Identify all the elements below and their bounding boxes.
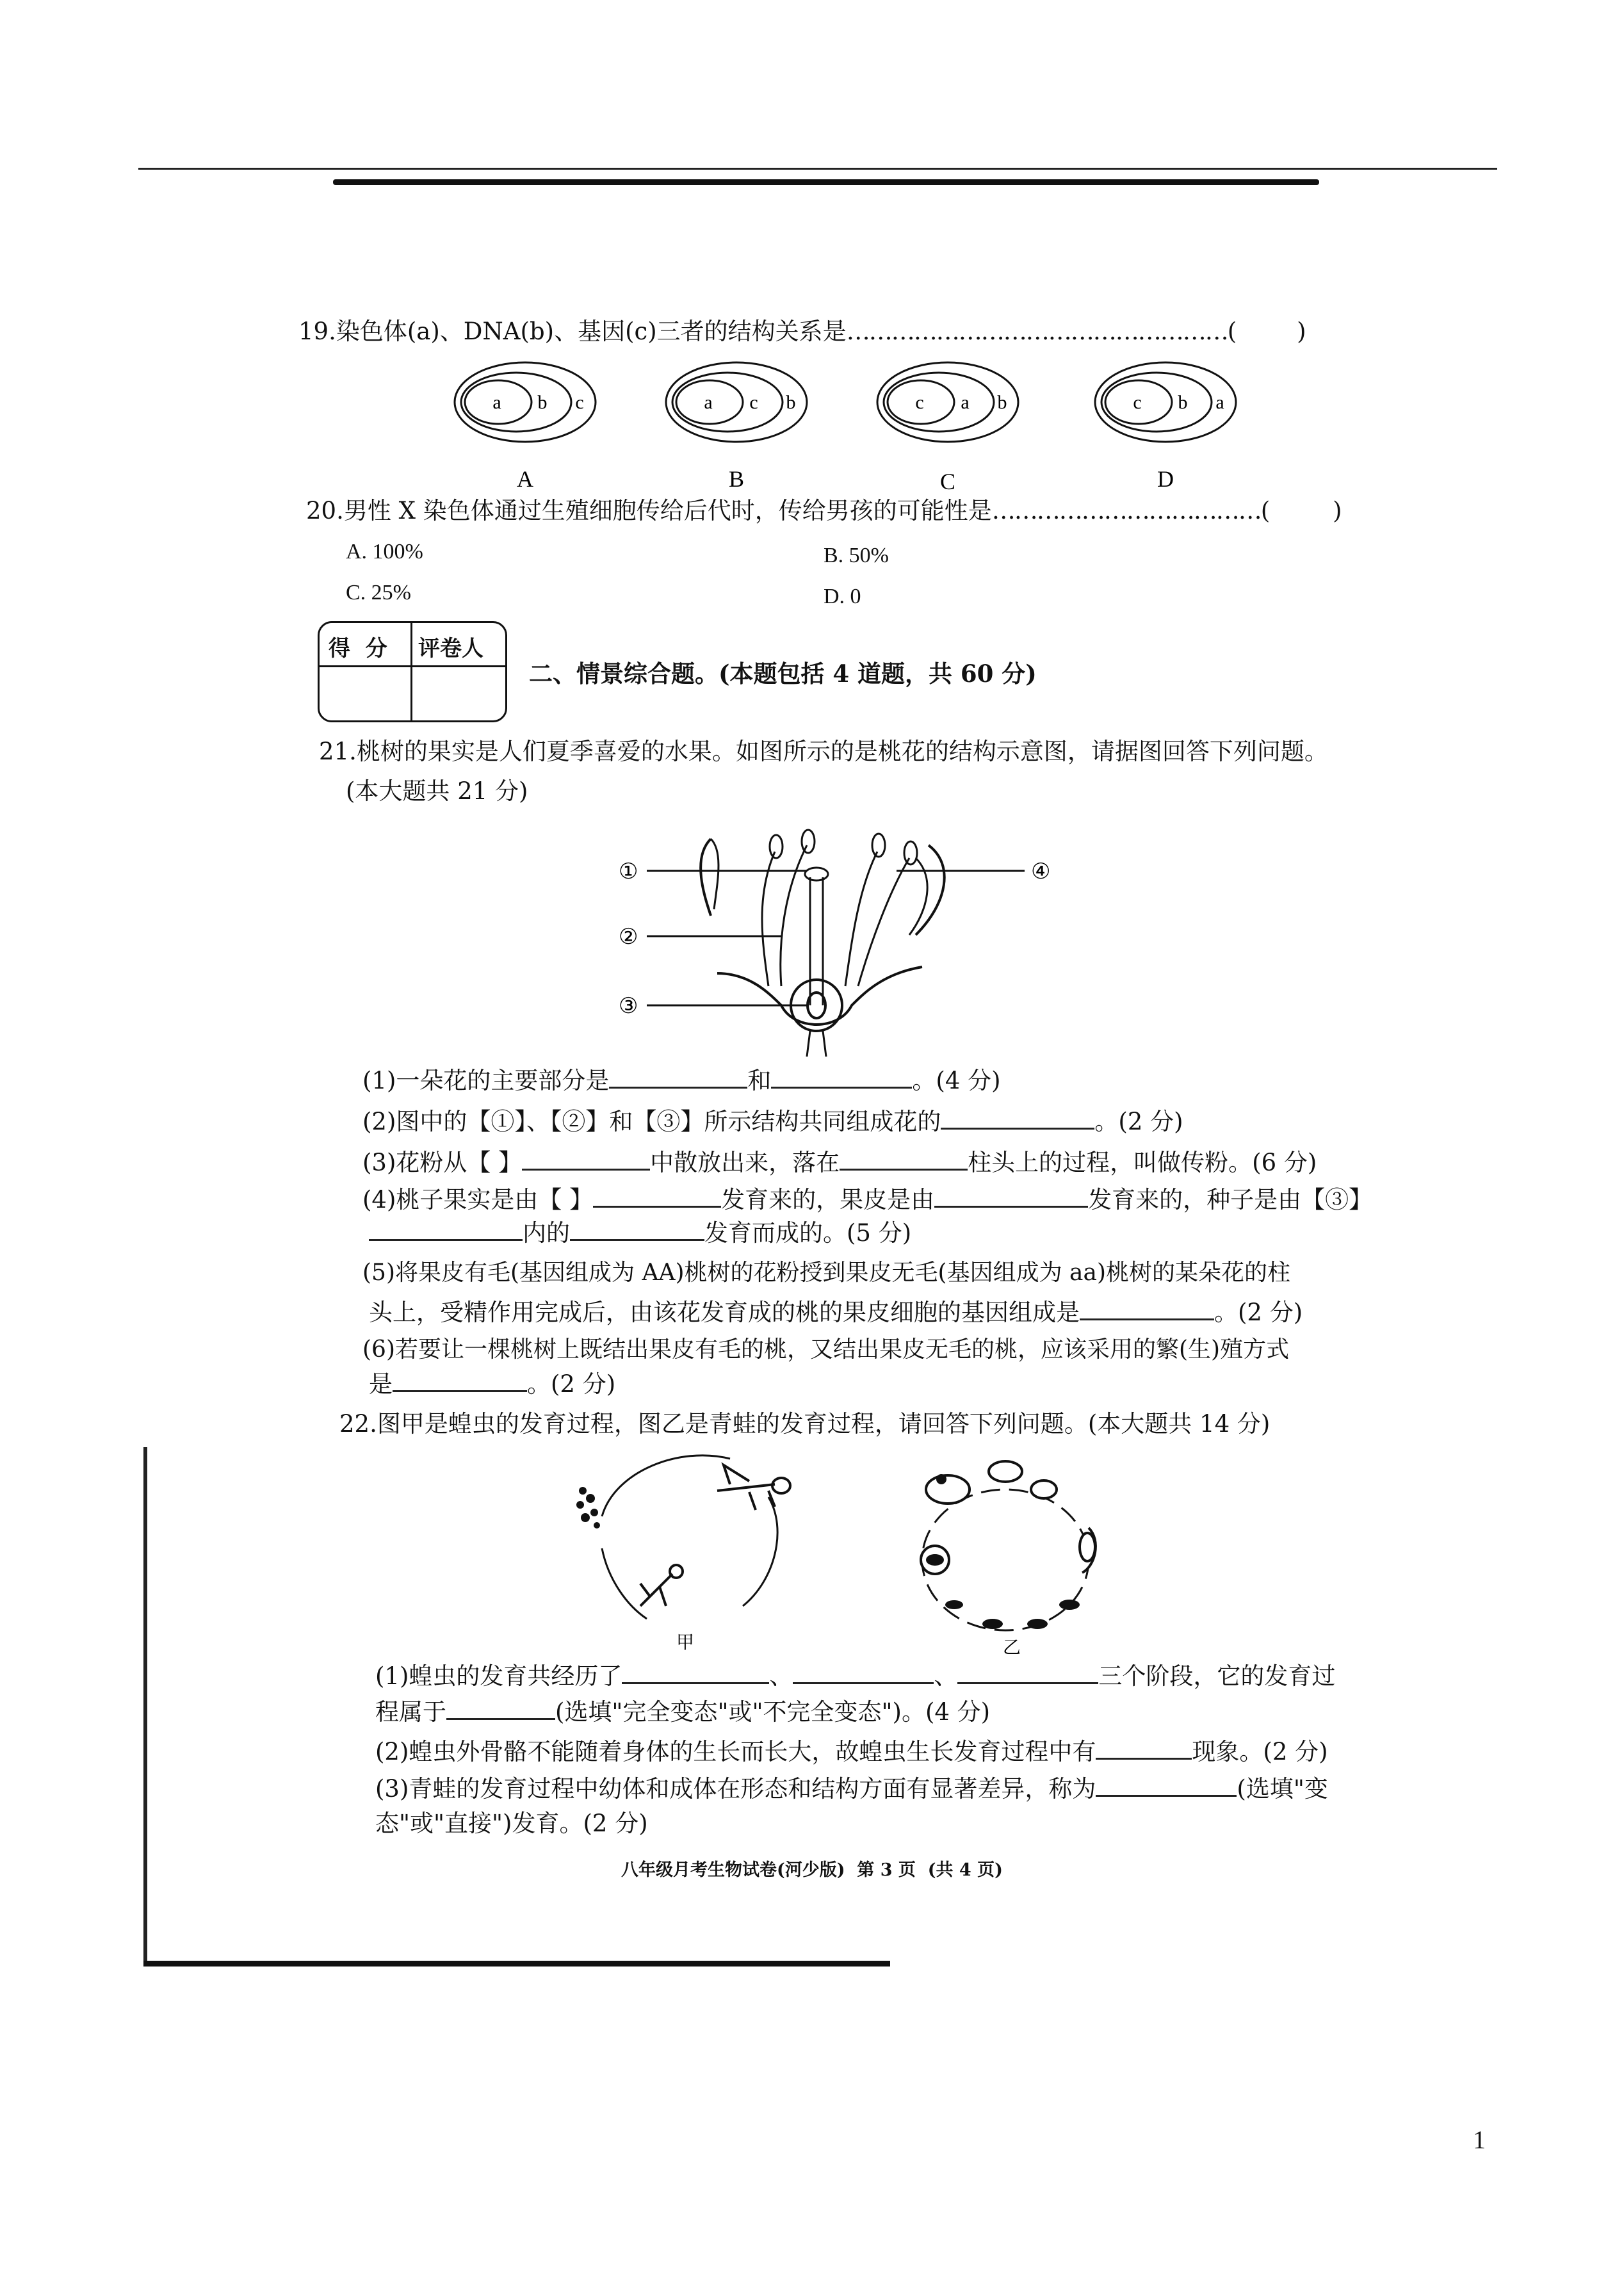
- bottom-thick-rule: [143, 1961, 890, 1967]
- q20-option-d: D. 0: [824, 585, 861, 608]
- frog-development-diagram: [909, 1451, 1121, 1656]
- q19-option-d-diagram: [1095, 362, 1236, 442]
- q22-sub1-line2: 程属于 (选填"完全变态"或"不完全变态")。(4 分): [375, 1698, 991, 1726]
- label-4: ④: [1031, 860, 1051, 884]
- blank-stage-2[interactable]: [793, 1663, 934, 1684]
- blank-main-part-1[interactable]: [609, 1067, 747, 1089]
- score-box-divider-v: [410, 623, 412, 720]
- option-d-mid: b: [1178, 392, 1188, 413]
- locust-development-diagram: [564, 1446, 820, 1657]
- q21-sub4: (4)桃子果实是由【 】 发育来的，果皮是由 发育来的，种子是由【③】: [362, 1186, 1373, 1213]
- page-number: 1: [1473, 2125, 1486, 2154]
- page-footer: 八年级月考生物试卷(河少版) 第 3 页 (共 4 页): [621, 1860, 1003, 1880]
- nymph-icon: [640, 1565, 683, 1606]
- label-3: ③: [619, 994, 638, 1018]
- q19-option-c-diagram: [877, 362, 1018, 442]
- top-rule: [138, 168, 1497, 170]
- q22-sub3-line2: 态"或"直接")发育。(2 分): [375, 1810, 648, 1837]
- q19-diagrams: [442, 359, 1274, 499]
- blank-propagation[interactable]: [393, 1371, 527, 1392]
- option-b-outer: b: [786, 392, 796, 413]
- blank-stage-1[interactable]: [622, 1663, 769, 1684]
- label-1: ①: [619, 860, 638, 884]
- q21-sub6-line2: 是 。(2 分): [369, 1370, 616, 1398]
- q21-stem-line2: (本大题共 21 分): [346, 777, 528, 805]
- blank-stage-3[interactable]: [957, 1663, 1098, 1684]
- option-c-inner: c: [915, 392, 924, 413]
- q21-sub6-line1: (6)若要让一棵桃树上既结出果皮有毛的桃，又结出果皮无毛的桃，应该采用的繁(生)殖方式: [362, 1336, 1290, 1363]
- q21-sub4-cont: 内的 发育而成的。(5 分): [369, 1219, 911, 1247]
- q21-sub5-line1: (5)将果皮有毛(基因组成为 AA)桃树的花粉授到果皮无毛(基因组成为 aa)桃树的某朵花的柱: [362, 1260, 1290, 1286]
- q21-sub3: (3)花粉从【 】 中散放出来，落在 柱头上的过程，叫做传粉。(6 分): [362, 1149, 1317, 1176]
- blank-seed-origin[interactable]: [570, 1220, 704, 1241]
- score-label: 得 分: [329, 636, 387, 661]
- q20-option-b: B. 50%: [824, 544, 889, 567]
- q20-stem: 20.男性 X 染色体通过生殖细胞传给后代时，传给男孩的可能性是………………………………( ): [306, 497, 1342, 524]
- q21-sub2: (2)图中的【①】、【②】和【③】所示结构共同组成花的 。(2 分): [362, 1108, 1183, 1135]
- score-box-divider-h: [320, 665, 505, 667]
- fig-label-yi: 乙: [1002, 1638, 1021, 1656]
- q19-option-d-label: D: [1157, 466, 1174, 492]
- option-d-outer: a: [1215, 392, 1224, 413]
- option-b-mid: c: [749, 392, 758, 413]
- egg-icon: [576, 1487, 600, 1529]
- blank-seed-location[interactable]: [369, 1220, 523, 1241]
- q19-stem: 19.染色体(a)、DNA(b)、基因(c)三者的结构关系是……………………………………………( ): [298, 318, 1306, 345]
- option-a-inner: a: [492, 392, 501, 413]
- blank-molting[interactable]: [1096, 1739, 1192, 1760]
- option-c-outer: b: [997, 392, 1007, 413]
- q19-option-a-diagram: [455, 362, 596, 442]
- q19-option-c-label: C: [939, 469, 956, 494]
- label-2: ②: [619, 925, 638, 949]
- fig-label-jia: 甲: [676, 1633, 695, 1653]
- blank-pollen-source[interactable]: [522, 1149, 650, 1171]
- frog-egg-icon: [921, 1546, 949, 1574]
- blank-fruit-origin[interactable]: [593, 1187, 721, 1208]
- q20-option-c: C. 25%: [346, 581, 411, 604]
- option-a-outer: c: [575, 392, 584, 413]
- bottom-left-border: [143, 1447, 147, 1966]
- grader-label: 评卷人: [418, 636, 483, 661]
- q22-sub3-line1: (3)青蛙的发育过程中幼体和成体在形态和结构方面有显著差异，称为 (选填"变: [375, 1775, 1328, 1803]
- blank-main-part-2[interactable]: [771, 1067, 912, 1089]
- section2-title: 二、情景综合题。(本题包括 4 道题，共 60 分): [529, 660, 1037, 688]
- q22-sub1-line1: (1)蝗虫的发育共经历了 、 、 三个阶段，它的发育过: [375, 1662, 1336, 1690]
- blank-peel-origin[interactable]: [934, 1187, 1088, 1208]
- q19-option-b-label: B: [728, 466, 745, 492]
- peach-flower-diagram: [615, 813, 1076, 1057]
- option-b-inner: a: [704, 392, 713, 413]
- q21-stem-line1: 21.桃树的果实是人们夏季喜爱的水果。如图所示的是桃花的结构示意图，请据图回答下列问题。: [319, 738, 1328, 765]
- q22-sub2: (2)蝗虫外骨骼不能随着身体的生长而长大，故蝗虫生长发育过程中有 现象。(2 分): [375, 1738, 1328, 1765]
- q19-option-b-diagram: [666, 362, 807, 442]
- froglet-icon: [1080, 1528, 1096, 1573]
- option-a-mid: b: [537, 392, 548, 413]
- top-thick-rule: [333, 179, 1319, 185]
- score-box: [318, 621, 507, 722]
- q19-option-a-label: A: [517, 466, 533, 492]
- option-c-mid: a: [961, 392, 970, 413]
- option-d-inner: c: [1133, 392, 1142, 413]
- q22-stem: 22.图甲是蝗虫的发育过程，图乙是青蛙的发育过程，请回答下列问题。(本大题共 14 分): [339, 1410, 1271, 1438]
- adult-locust-icon: [717, 1465, 790, 1510]
- blank-flower-part[interactable]: [941, 1108, 1094, 1130]
- q20-option-a: A. 100%: [346, 540, 423, 564]
- blank-stigma-owner[interactable]: [840, 1149, 968, 1171]
- blank-genotype[interactable]: [1080, 1299, 1214, 1320]
- q21-sub1: (1)一朵花的主要部分是 和 。(4 分): [362, 1067, 1001, 1094]
- blank-metamorphosis-type[interactable]: [446, 1699, 555, 1720]
- q21-sub5-line2: 头上，受精作用完成后，由该花发育成的桃的果皮细胞的基因组成是 。(2 分): [369, 1299, 1303, 1326]
- blank-frog-development[interactable]: [1096, 1776, 1237, 1797]
- adult-frog-icon: [926, 1461, 1057, 1504]
